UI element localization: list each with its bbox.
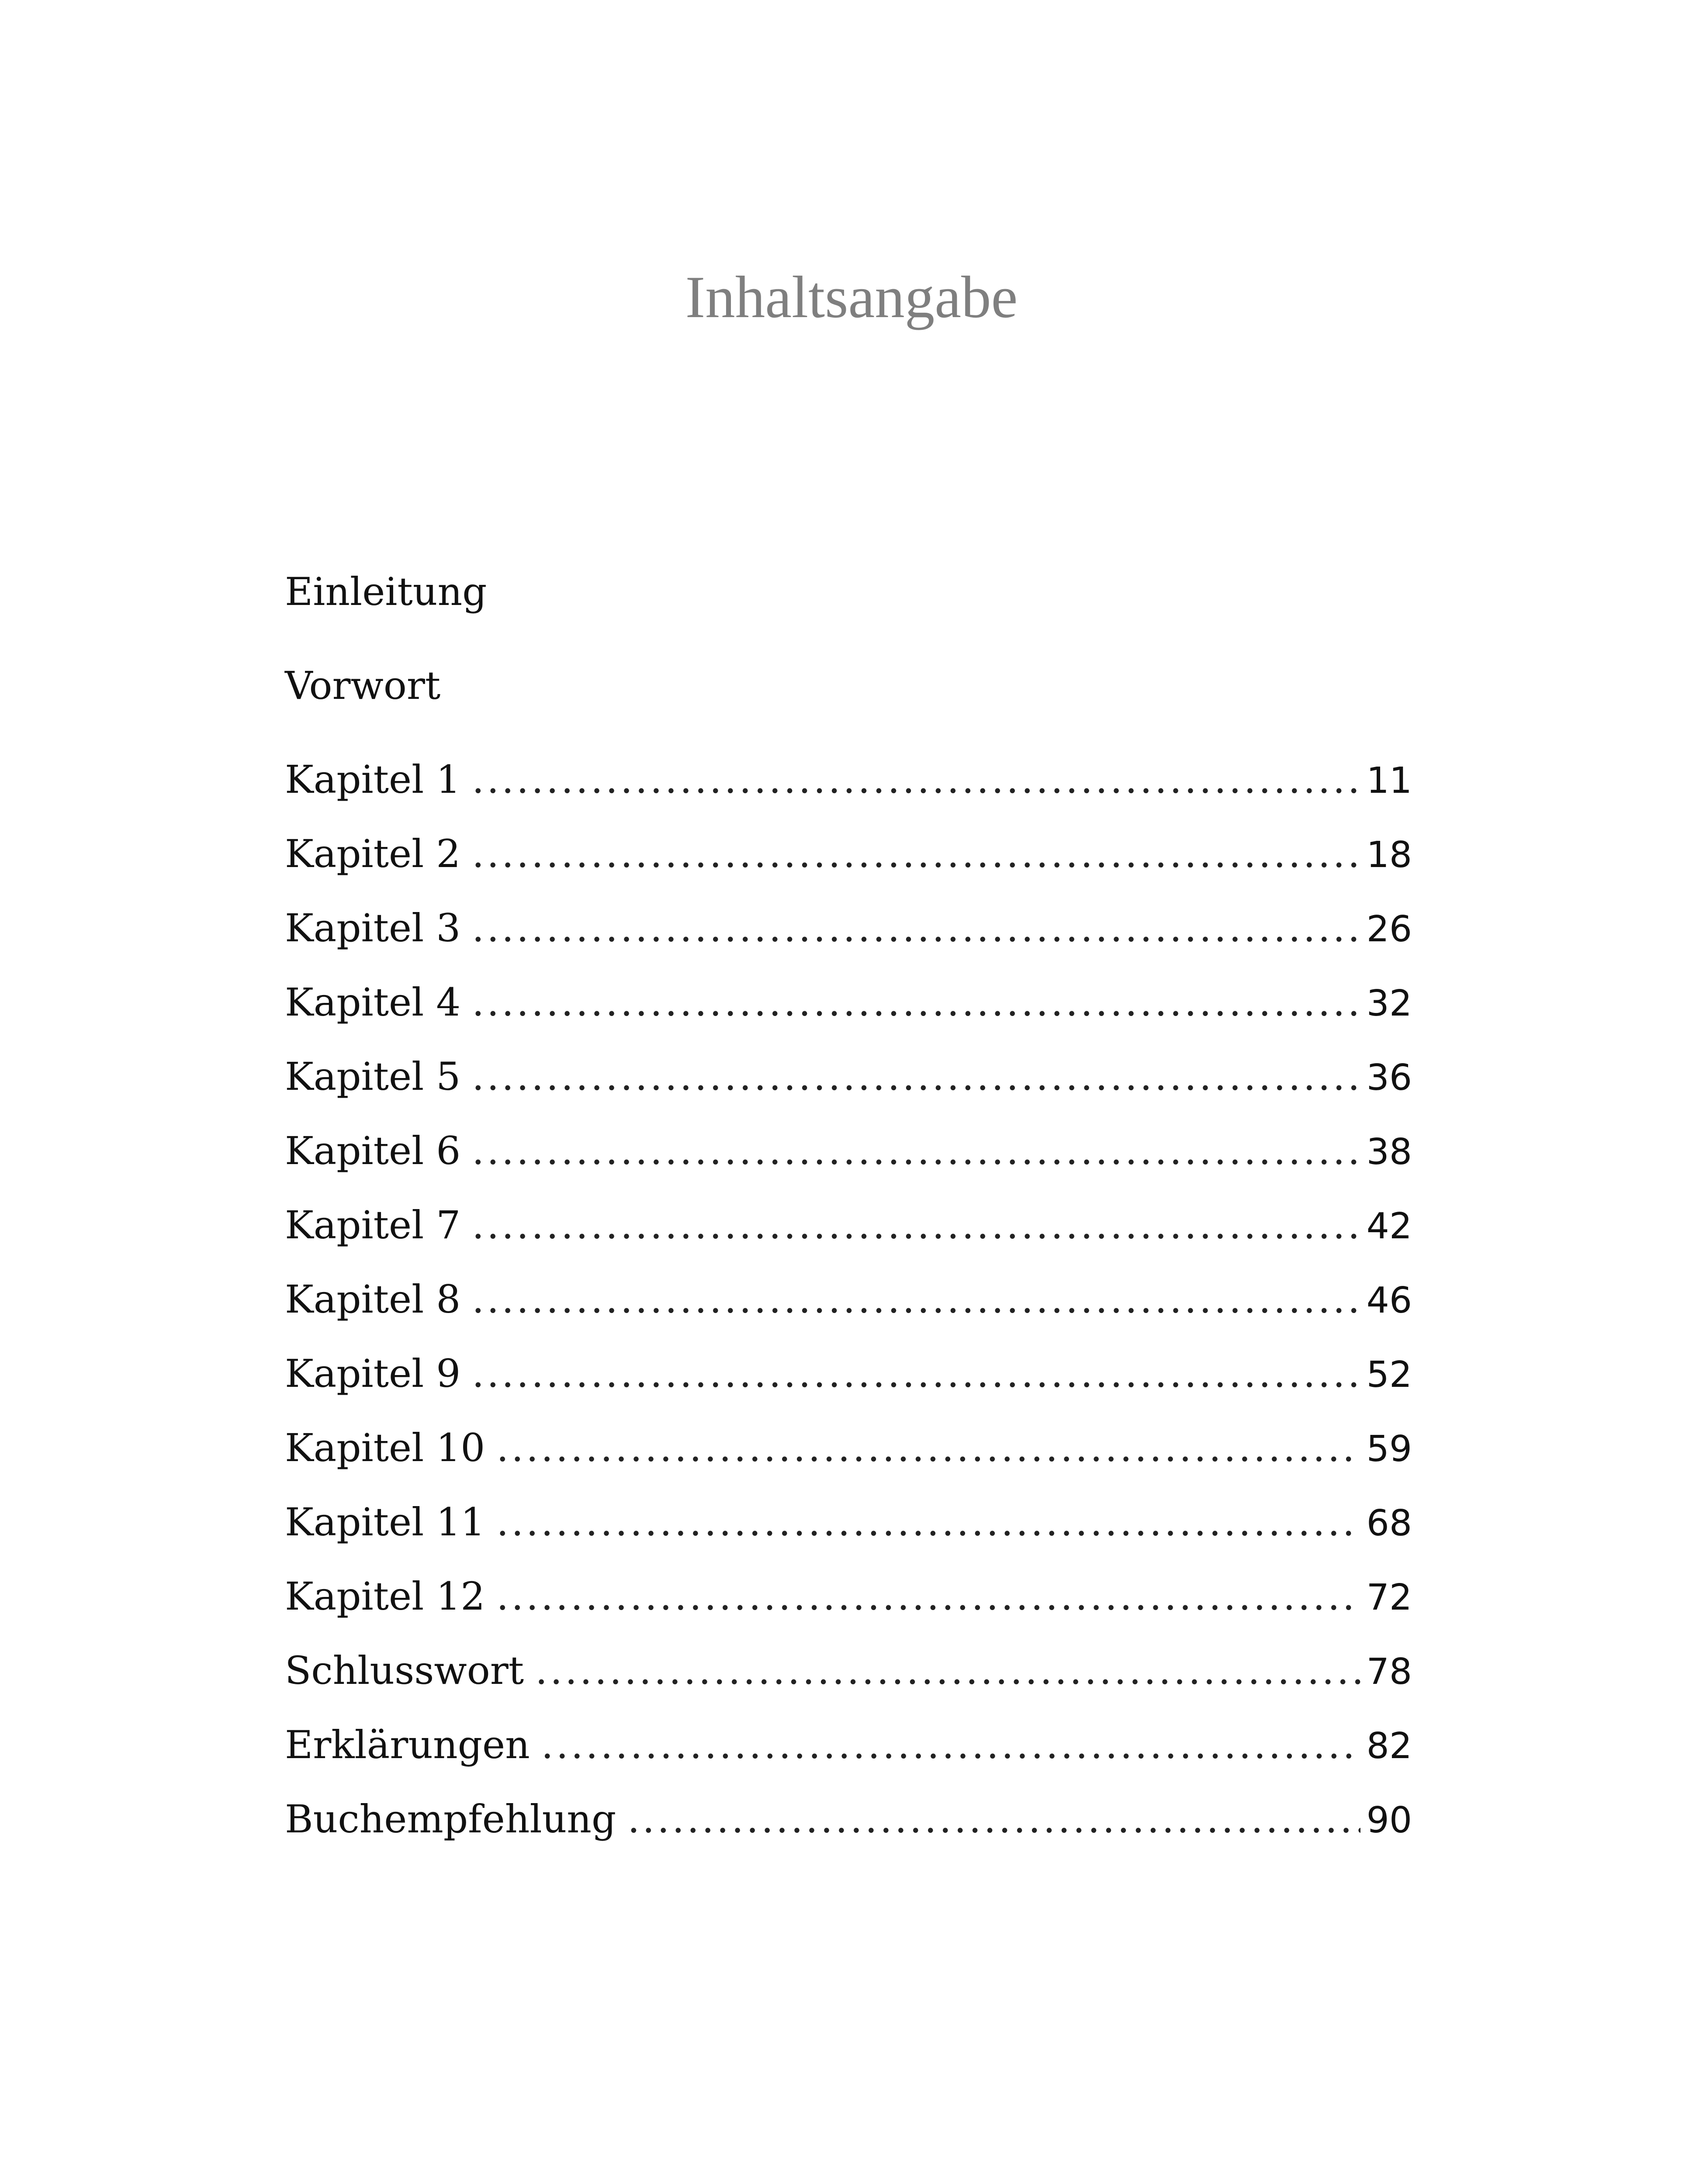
toc-entry-page: 52 (1366, 1354, 1412, 1396)
toc-entry[interactable] (285, 1572, 1412, 1622)
toc-entry-page: 68 (1366, 1503, 1412, 1544)
toc-dot-leader (627, 1795, 1360, 1843)
toc-entry-label: Schlusswort (285, 1648, 524, 1693)
page-title: Inhaltsangabe (685, 264, 1018, 330)
toc-entry-label: Kapitel 3 (285, 905, 461, 950)
toc-dot-leader (472, 978, 1360, 1026)
toc-entry-page: 59 (1366, 1428, 1412, 1470)
toc-entry-label: Kapitel 11 (285, 1500, 485, 1545)
toc-entry[interactable] (285, 904, 1412, 954)
toc-dot-leader (472, 830, 1360, 878)
toc-entry[interactable] (285, 1647, 1412, 1696)
toc-entry-label: Kapitel 6 (285, 1128, 461, 1173)
toc-dot-leader (472, 1275, 1360, 1324)
toc-entry-label: Kapitel 5 (285, 1054, 461, 1099)
toc-entry[interactable] (285, 1127, 1412, 1176)
toc-entry-page: 18 (1366, 834, 1412, 876)
toc-entry-label: Erklärungen (285, 1722, 530, 1767)
toc-entry[interactable] (285, 1350, 1412, 1399)
toc-entry-page: 36 (1366, 1057, 1412, 1099)
toc-entry[interactable] (285, 978, 1412, 1028)
toc-entry[interactable] (285, 1721, 1412, 1770)
toc-entry-label: Kapitel 8 (285, 1277, 461, 1322)
toc-entry[interactable] (285, 1498, 1412, 1548)
toc-entry-page: 26 (1366, 909, 1412, 950)
toc-entry-page: 38 (1366, 1131, 1412, 1173)
toc-entry[interactable] (285, 1424, 1412, 1473)
toc-entry-page: 42 (1366, 1206, 1412, 1247)
toc-entry-vorwort[interactable]: Vorwort (285, 663, 441, 708)
toc-entry-label: Buchempfehlung (285, 1797, 616, 1842)
toc-entry[interactable] (285, 1275, 1412, 1325)
toc-entry-label: Kapitel 10 (285, 1425, 485, 1470)
toc-entry-page: 90 (1366, 1800, 1412, 1841)
toc-entry-label: Kapitel 4 (285, 980, 461, 1025)
toc-entry[interactable] (285, 756, 1412, 805)
toc-entry-page: 72 (1366, 1577, 1412, 1618)
toc-entry-label: Kapitel 7 (285, 1203, 461, 1248)
toc-entry-label: Kapitel 2 (285, 831, 461, 876)
toc-entry-label: Kapitel 1 (285, 757, 461, 802)
toc-entry-label: Kapitel 9 (285, 1351, 461, 1396)
toc-entry-page: 46 (1366, 1280, 1412, 1321)
toc-entry-page: 78 (1366, 1651, 1412, 1693)
toc-dot-leader (541, 1721, 1360, 1769)
toc-entry[interactable] (285, 830, 1412, 879)
toc-dot-leader (472, 1053, 1360, 1101)
toc-dot-leader (472, 904, 1360, 952)
toc-dot-leader (472, 1350, 1360, 1398)
toc-dot-leader (496, 1424, 1360, 1472)
toc-dot-leader (496, 1498, 1360, 1546)
toc-entry-label: Kapitel 12 (285, 1574, 485, 1619)
toc-dot-leader (496, 1572, 1360, 1621)
toc-entry-page: 11 (1366, 760, 1412, 802)
toc-entry-page: 82 (1366, 1725, 1412, 1767)
toc-entry-einleitung[interactable]: Einleitung (285, 569, 487, 614)
toc-dot-leader (535, 1647, 1360, 1695)
toc-entry-page: 32 (1366, 983, 1412, 1024)
toc-dot-leader (472, 1201, 1360, 1249)
toc-dot-leader (472, 1127, 1360, 1175)
toc-entry[interactable] (285, 1053, 1412, 1102)
toc-dot-leader (472, 756, 1360, 804)
toc-entry[interactable] (285, 1201, 1412, 1251)
toc-entry[interactable] (285, 1795, 1412, 1845)
